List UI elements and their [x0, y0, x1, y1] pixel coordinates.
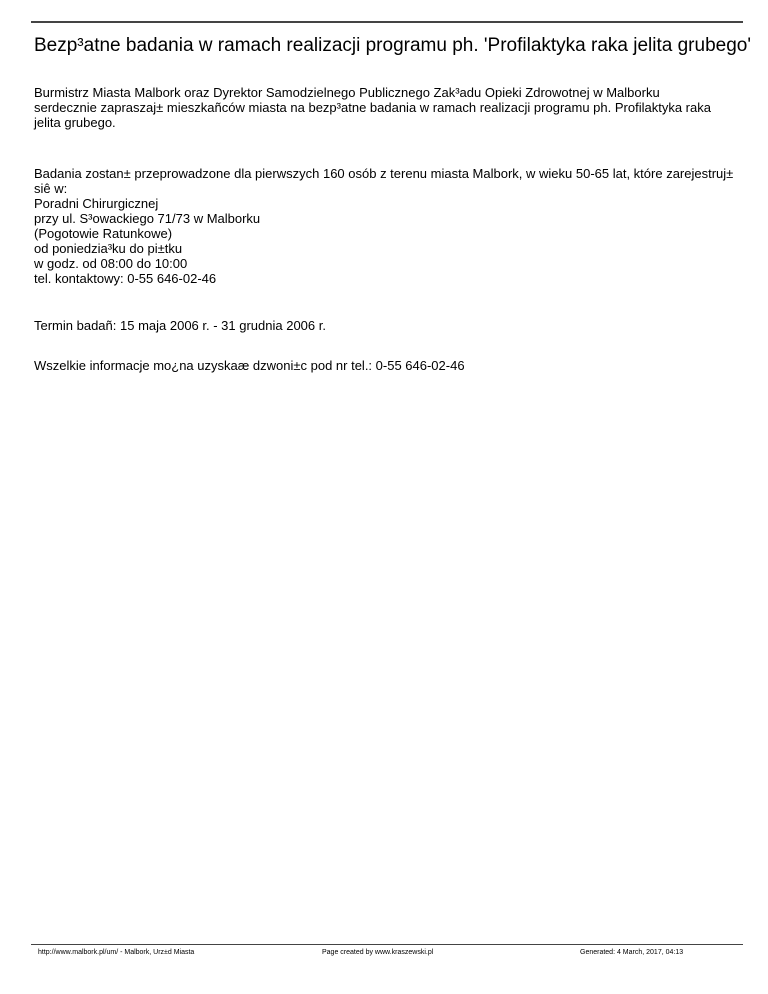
- page-title: Bezp³atne badania w ramach realizacji programu ph. 'Profilaktyka raka jelita grubego': [34, 35, 751, 56]
- footer-rule: [31, 944, 743, 945]
- details-line: tel. kontaktowy: 0-55 646-02-46: [34, 271, 217, 286]
- details-line: Poradni Chirurgicznej: [34, 196, 159, 211]
- footer-generated-date: Generated: 4 March, 2017, 04:13: [580, 949, 684, 956]
- info-text: Wszelkie informacje mo¿na uzyskaæ dzwoni±c pod nr tel.: 0-55 646-02-46: [34, 358, 465, 373]
- details-line: w godz. od 08:00 do 10:00: [34, 256, 188, 271]
- intro-line: Burmistrz Miasta Malbork oraz Dyrektor Samodzielnego Publicznego Zak³adu Opieki Zdrowotnej w Malborku: [34, 85, 660, 100]
- details-line: siê w:: [34, 181, 68, 196]
- header-rule: [31, 21, 743, 23]
- term-text: Termin badañ: 15 maja 2006 r. - 31 grudnia 2006 r.: [34, 318, 326, 333]
- details-paragraph: [34, 166, 734, 286]
- intro-line: jelita grubego.: [34, 115, 116, 130]
- details-line: od poniedzia³ku do pi±tku: [34, 241, 183, 256]
- footer-source-link: http://www.malbork.pl/um/ - Malbork, Urz±d Miasta: [38, 949, 195, 956]
- details-line: Badania zostan± przeprowadzone dla pierwszych 160 osób z terenu miasta Malbork, w wieku 50-65 lat, które zarejestruj±: [34, 166, 734, 181]
- details-line: (Pogotowie Ratunkowe): [34, 226, 173, 241]
- intro-line: serdecznie zapraszaj± mieszkañców miasta na bezp³atne badania w ramach realizacji programu ph. Profilaktyka raka: [34, 100, 711, 115]
- footer-credit: Page created by www.kraszewski.pl: [322, 949, 434, 956]
- details-line: przy ul. S³owackiego 71/73 w Malborku: [34, 211, 261, 226]
- intro-paragraph: [34, 85, 724, 130]
